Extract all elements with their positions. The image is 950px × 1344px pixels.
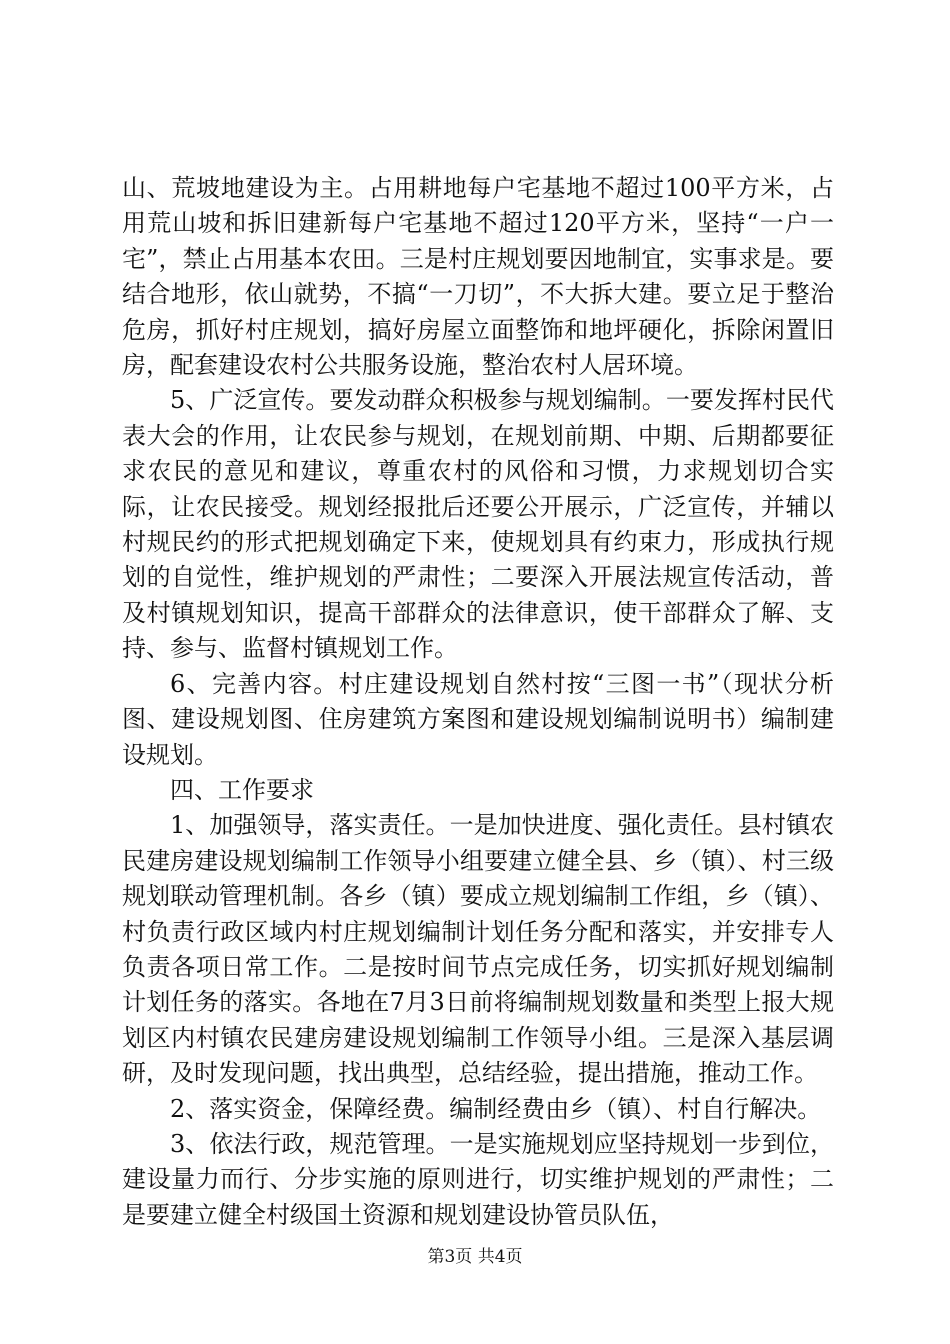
paragraph-4: 1、加强领导，落实责任。一是加快进度、强化责任。县村镇农民建房建设规划编制工作领导小组要建立健全县、乡（镇）、村三级规划联动管理机制。各乡（镇）要成立规划编制工作组，乡（镇）、村负责行政区域内村庄规划编制计划任务分配和落实，并安排专人负责各项日常工作。二是按时间节点完成任务，切实抓好规划编制计划任务的落实。各地在7月3日前将编制规划数量和类型上报大规划区内村镇农民建房建设规划编制工作领导小组。三是深入基层调研，及时发现问题，找出典型，总结经验，提出措施，推动工作。 bbox=[122, 811, 834, 1088]
paragraph-5: 2、落实资金，保障经费。编制经费由乡（镇）、村自行解决。 bbox=[170, 1094, 822, 1123]
paragraph-3: 6、完善内容。村庄建设规划自然村按“三图一书”（现状分析图、建设规划图、住房建筑方案图和建设规划编制说明书）编制建设规划。 bbox=[122, 669, 834, 769]
paragraph-2: 5、广泛宣传。要发动群众积极参与规划编制。一要发挥村民代表大会的作用，让农民参与规划，在规划前期、中期、后期都要征求农民的意见和建议，尊重农村的风俗和习惯，力求规划切合实际，让农民接受。规划经报批后还要公开展示，广泛宣传，并辅以村规民约的形式把规划确定下来，使规划具有约束力，形成执行规划的自觉性，维护规划的严肃性；二要深入开展法规宣传活动，普及村镇规划知识，提高干部群众的法律意识，使干部群众了解、支持、参与、监督村镇规划工作。 bbox=[122, 386, 834, 663]
paragraph-1: 山、荒坡地建设为主。占用耕地每户宅基地不超过100平方米，占用荒山坡和拆旧建新每户宅基地不超过120平方米，坚持“一户一宅”，禁止占用基本农田。三是村庄规划要因地制宜，实事求是。要结合地形，依山就势，不搞“一刀切”，不大拆大建。要立足于整治危房，抓好村庄规划，搞好房屋立面整饰和地坪硬化，拆除闲置旧房，配套建设农村公共服务设施，整治农村人居环境。 bbox=[122, 174, 834, 380]
paragraph-6: 3、依法行政，规范管理。一是实施规划应坚持规划一步到位，建设量力而行、分步实施的原则进行，切实维护规划的严肃性；二是要建立健全村级国土资源和规划建设协管员队伍， bbox=[122, 1129, 834, 1229]
document-body bbox=[122, 171, 834, 1233]
page-footer: 第3页 共4页 bbox=[427, 1247, 523, 1267]
section-heading: 四、工作要求 bbox=[170, 775, 314, 804]
